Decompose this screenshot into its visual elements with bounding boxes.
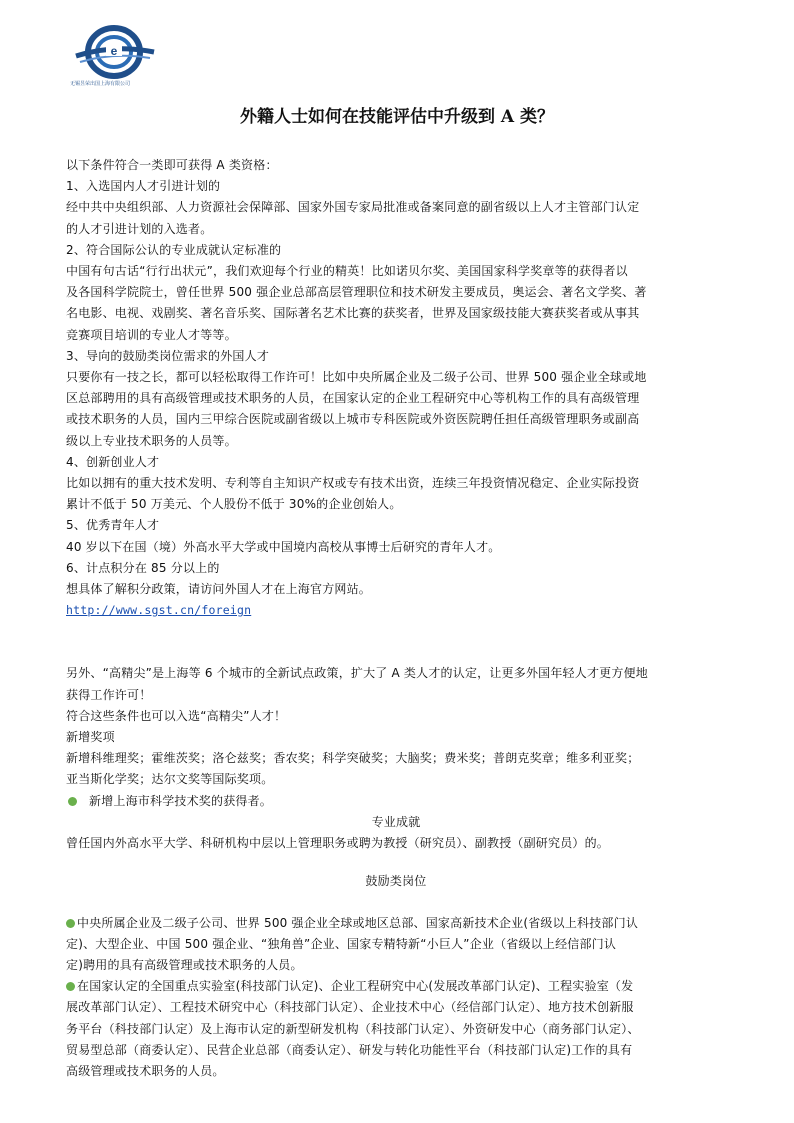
new-awards-list: 亚当斯化学奖；达尔文奖等国际奖项。 [66, 772, 274, 787]
section-4-body: 比如以拥有的重大技术发明、专利等自主知识产权或专有技术出资，连续三年投资情况稳定、企业实际投资 [66, 476, 640, 491]
bullet-continuation: 定)、大型企业、中国 500 强企业、“独角兽”企业、国家专精特新“小巨人”企业（省级以上经信部门认 [66, 936, 617, 951]
bullet-item [66, 913, 726, 934]
bullet-text: 新增上海市科学技术奖的获得者。 [89, 793, 273, 808]
section-3-title: 3、导向的鼓励类岗位需求的外国人才 [66, 348, 270, 363]
section-1-title: 1、入选国内人才引进计划的 [66, 179, 221, 194]
foreign-talent-link[interactable]: http://www.sgst.cn/foreign [66, 603, 252, 618]
svg-text:e: e [110, 44, 118, 58]
section-1-body: 的人才引进计划的入选者。 [66, 221, 213, 236]
section-3-body: 只要你有一技之长，都可以轻松取得工作许可！比如中央所属企业及二级子公司、世界 500 强企业全球或地 [66, 370, 647, 385]
section-2-body: 及各国科学院院士，曾任世界 500 强企业总部高层管理职位和技术研发主要成员，奥运会、著名文学奖、著 [66, 285, 647, 300]
paragraph-high-end: 获得工作许可！ [66, 687, 152, 702]
section-2-title: 2、符合国际公认的专业成就认定标准的 [66, 242, 282, 257]
bullet-continuation: 展改革部门认定）、工程技术研究中心（科技部门认定）、企业技术中心（经信部门认定）、地方技术创新服 [66, 1000, 634, 1015]
bullet-item [66, 976, 726, 997]
logo-caption: 无锡昱荣出国上海有限公司 [70, 81, 131, 87]
bullet-continuation: 务平台（科技部门认定）及上海市认定的新型研发机构（科技部门认定）、外资研发中心（商务部门认定）、 [66, 1021, 640, 1036]
section-2-body: 名电影、电视、戏剧奖、著名音乐奖、国际著名艺术比赛的获奖者，世界及国家级技能大赛获奖者或从事其 [66, 306, 640, 321]
section-3-body: 区总部聘用的具有高级管理或技术职务的人员，在国家认定的企业工程研究中心等机构工作的具有高级管理 [66, 391, 640, 406]
section-5-body: 40 岁以下在国（境）外高水平大学或中国境内高校从事博士后研究的青年人才。 [66, 539, 501, 554]
green-dot-icon [68, 797, 77, 806]
section-1-body: 经中共中央组织部、人力资源社会保障部、国家外国专家局批准或备案同意的副省级以上人才主管部门认定 [66, 200, 640, 215]
green-dot-icon [66, 919, 75, 928]
bullet-continuation: 定)聘用的具有高级管理或技术职务的人员。 [66, 957, 303, 972]
bullet-item [66, 791, 726, 812]
document-body [66, 155, 726, 1082]
bullet-continuation: 高级管理或技术职务的人员。 [66, 1063, 225, 1078]
new-awards-heading: 新增奖项 [66, 730, 115, 745]
section-2-body: 中国有句古话“行行出状元”，我们欢迎每个行业的精英！比如诺贝尔奖、美国国家科学奖章等的获得者以 [66, 264, 628, 279]
section-3-body: 或技术职务的人员，国内三甲综合医院或副省级以上城市专科医院或外资医院聘任担任高级管理职务或副高 [66, 412, 640, 427]
section-2-body: 竞赛项目培训的专业人才等等。 [66, 327, 237, 342]
new-awards-list: 新增科维理奖；霍维茨奖；洛仑兹奖；香农奖；科学突破奖；大脑奖；费米奖；普朗克奖章；维多利亚奖； [66, 751, 640, 766]
section-4-title: 4、创新创业人才 [66, 454, 160, 469]
green-dot-icon [66, 982, 75, 991]
section-4-body: 累计不低于 50 万美元、个人股份不低于 30%的企业创始人。 [66, 497, 402, 512]
page-title: 外籍人士如何在技能评估中升级到 A 类？ [239, 107, 555, 127]
bullet-continuation: 贸易型总部（商委认定）、民营企业总部（商委认定）、研发与转化功能性平台（科技部门认定)工作的具有 [66, 1042, 633, 1057]
section-6-title: 6、计点积分在 85 分以上的 [66, 560, 220, 575]
paragraph-high-end: 另外、“高精尖”是上海等 6 个城市的全新试点政策，扩大了 A 类人才的认定，让更多外国年轻人才更方便地 [66, 666, 648, 681]
heading-encouraged-posts: 鼓励类岗位 [365, 874, 427, 889]
bullet-text: 中央所属企业及二级子公司、世界 500 强企业全球或地区总部、国家高新技术企业(省级以上科技部门认 [77, 915, 639, 930]
section-3-body: 级以上专业技术职务的人员等。 [66, 433, 237, 448]
heading-achievement: 专业成就 [371, 814, 421, 829]
bullet-text: 在国家认定的全国重点实验室(科技部门认定)、企业工程研究中心(发展改革部门认定)、工程实验室（发 [77, 979, 634, 994]
paragraph-achievement: 曾任国内外高水平大学、科研机构中层以上管理职务或聘为教授（研究员）、副教授（副研究员）的。 [66, 836, 610, 851]
intro: 以下条件符合一类即可获得 A 类资格： [66, 158, 278, 172]
paragraph-eligibility: 符合这些条件也可以入选“高精尖”人才！ [66, 708, 287, 723]
section-5-title: 5、优秀青年人才 [66, 518, 160, 533]
section-6-body: 想具体了解积分政策，请访问外国人才在上海官方网站。 [66, 582, 372, 597]
